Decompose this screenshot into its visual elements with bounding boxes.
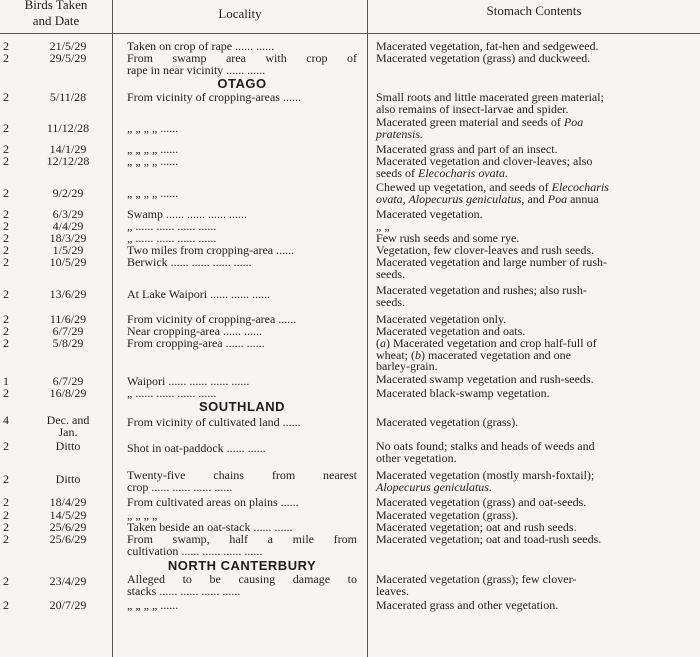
locality-line: cultivation ...... ...... ...... ...... <box>127 543 263 558</box>
table-row <box>0 574 700 600</box>
date-taken <box>24 188 112 200</box>
stomach-line: Vegetation, few clover-leaves and rush seeds. <box>376 243 595 257</box>
locality-line: From swamp area with crop of <box>127 51 357 65</box>
stomach-line: also remains of insect-larvae and spider. <box>376 101 569 116</box>
table-row <box>0 144 700 156</box>
header-locality: Locality <box>218 6 262 21</box>
date-line: 6/3/29 <box>52 207 84 221</box>
stomach-line: Macerated vegetation; oat and toad-rush seeds. <box>376 532 602 546</box>
locality-line: From swamp, half a mile from <box>127 532 357 546</box>
birds-count: 2 <box>3 574 9 588</box>
date-line: 11/12/28 <box>46 121 90 135</box>
locality-cell <box>127 417 357 429</box>
birds-count: 4 <box>3 413 9 427</box>
table-row <box>0 415 700 441</box>
birds-count: 2 <box>3 495 9 509</box>
stomach-contents-cell <box>376 92 692 115</box>
stomach-contents-cell <box>376 441 692 464</box>
locality-line: Taken beside an oat-stack ...... ...... <box>127 520 293 534</box>
stomach-line: Macerated vegetation, fat-hen and sedgeweed. <box>376 39 599 53</box>
table-row <box>0 470 700 497</box>
date-line: 20/7/29 <box>49 598 87 612</box>
stomach-line: Few rush seeds and some rye. <box>376 231 520 245</box>
table-body <box>0 41 700 612</box>
date-taken <box>24 289 112 301</box>
locality-line: Alleged to be causing damage to <box>127 572 357 586</box>
stomach-contents-cell <box>376 117 692 140</box>
locality-line: From vicinity of cultivated land ...... <box>127 415 301 429</box>
locality-line: Berwick ...... ...... ...... ...... <box>127 255 252 269</box>
header-stomach-contents: Stomach Contents <box>486 3 582 18</box>
locality-line: „ ...... ...... ...... ...... <box>127 219 217 233</box>
stomach-contents-cell <box>376 53 692 65</box>
table-row <box>0 374 700 388</box>
date-line: 5/8/29 <box>52 336 84 350</box>
stomach-line: Macerated green material and seeds of Poa <box>376 115 584 129</box>
table-row <box>0 534 700 560</box>
header-birds-date <box>2 0 110 29</box>
stomach-line: Macerated vegetation (grass) and oat-seeds. <box>376 495 587 509</box>
table-row <box>0 92 700 117</box>
birds-count: 2 <box>3 386 9 400</box>
locality-line: Near cropping-area ...... ...... <box>127 324 262 338</box>
date-taken <box>24 53 112 65</box>
stomach-line: Chewed up vegetation, and seeds of Elecocharis <box>376 180 609 194</box>
date-line: 16/8/29 <box>49 386 87 400</box>
date-taken <box>24 441 112 453</box>
birds-count: 2 <box>3 243 9 257</box>
locality-cell <box>127 388 357 400</box>
birds-count: 2 <box>3 324 9 338</box>
table-row <box>0 314 700 326</box>
date-taken <box>24 338 112 350</box>
birds-count: 2 <box>3 520 9 534</box>
stomach-line: seeds. <box>376 266 405 281</box>
stomach-line: seeds of Elecocharis ovata. <box>376 165 508 180</box>
table-row <box>0 233 700 245</box>
stomach-contents-cell <box>376 374 692 386</box>
stomach-line: Small roots and little macerated green material; <box>376 90 604 104</box>
stomach-contents-cell <box>376 285 692 308</box>
birds-count: 2 <box>3 312 9 326</box>
locality-cell <box>127 53 357 76</box>
birds-count: 2 <box>3 90 9 104</box>
date-line: 14/1/29 <box>49 142 87 156</box>
date-line: 6/7/29 <box>52 374 84 388</box>
stomach-line: ovata, Alopecurus geniculatus, and Poa annua <box>376 191 599 206</box>
birds-count: 2 <box>3 142 9 156</box>
birds-count: 2 <box>3 154 9 168</box>
birds-count: 2 <box>3 508 9 522</box>
date-line: 9/2/29 <box>52 186 84 200</box>
locality-line: „ ...... ...... ...... ...... <box>127 231 217 245</box>
stomach-line: barley-grain. <box>376 359 438 374</box>
date-taken <box>24 497 112 509</box>
table-row <box>0 53 700 78</box>
stomach-line: „ „ <box>376 219 390 233</box>
date-line: 18/3/29 <box>49 231 87 245</box>
stomach-line: Macerated grass and other vegetation. <box>376 598 559 612</box>
stomach-line: other vegetation. <box>376 450 457 465</box>
birds-count: 2 <box>3 255 9 269</box>
locality-cell <box>127 497 357 509</box>
locality-line: stacks ...... ...... ...... ...... <box>127 583 241 598</box>
stomach-line: No oats found; stalks and heads of weeds and <box>376 439 595 453</box>
stomach-contents-cell <box>376 156 692 179</box>
table-row <box>0 497 700 510</box>
locality-line: „ „ „ „ ...... <box>127 154 179 168</box>
header-birds-line2: and Date <box>32 13 80 28</box>
birds-count: 2 <box>3 336 9 350</box>
locality-line: From vicinity of cropping-area ...... <box>127 312 297 326</box>
locality-line: „ ...... ...... ...... ...... <box>127 386 217 400</box>
stomach-contents-cell <box>376 600 692 612</box>
stomach-line: seeds. <box>376 294 405 309</box>
locality-line: „ „ „ „ ...... <box>127 121 179 135</box>
stomach-line: leaves. <box>376 583 409 598</box>
locality-line: rape in near vicinity ...... ...... <box>127 62 266 77</box>
locality-line: Taken on crop of rape ...... ...... <box>127 39 275 53</box>
table-row <box>0 156 700 182</box>
table-row <box>0 182 700 209</box>
date-line: 11/6/29 <box>49 312 87 326</box>
date-line: 14/5/29 <box>49 508 87 522</box>
header-rule <box>0 33 700 34</box>
stomach-line: Macerated black-swamp vegetation. <box>376 386 550 400</box>
table-row <box>0 221 700 233</box>
locality-line: Two miles from cropping-area ...... <box>127 243 295 257</box>
table-row <box>0 117 700 144</box>
date-line: 25/6/29 <box>49 520 87 534</box>
locality-cell <box>127 257 357 269</box>
locality-line: At Lake Waipori ...... ...... ...... <box>127 287 271 301</box>
locality-line: „ „ „ „ ...... <box>127 186 179 200</box>
date-taken <box>24 123 112 135</box>
date-line: 5/11/28 <box>49 90 87 104</box>
date-line: 18/4/29 <box>49 495 87 509</box>
birds-count: 2 <box>3 598 9 612</box>
date-line: 10/5/29 <box>49 255 87 269</box>
locality-cell <box>127 289 357 301</box>
date-line: 25/6/29 <box>49 532 87 546</box>
locality-line: „ „ „ „ ...... <box>127 598 179 612</box>
table-row <box>0 257 700 285</box>
birds-count: 2 <box>3 439 9 453</box>
stomach-contents-cell <box>376 497 692 509</box>
locality-cell <box>127 92 357 104</box>
locality-cell <box>127 600 357 612</box>
stomach-contents-cell <box>376 182 692 205</box>
locality-line: Shot in oat-paddock ...... ...... <box>127 441 266 455</box>
date-line: 13/6/29 <box>49 287 87 301</box>
stomach-line: Macerated vegetation (mostly marsh-foxtail); <box>376 468 595 482</box>
locality-line: crop ...... ...... ...... ...... <box>127 479 233 494</box>
locality-cell <box>127 470 357 493</box>
date-line: 6/7/29 <box>52 324 84 338</box>
stomach-contents-cell <box>376 534 692 546</box>
stomach-line: Macerated vegetation (grass); few clover- <box>376 572 577 586</box>
date-line: Ditto <box>55 439 81 453</box>
birds-count: 2 <box>3 287 9 301</box>
table-row <box>0 388 700 401</box>
birds-count: 2 <box>3 207 9 221</box>
birds-count: 1 <box>3 374 9 388</box>
table-row <box>0 285 700 314</box>
stomach-contents-cell <box>376 417 692 429</box>
stomach-line: Macerated vegetation and clover-leaves; also <box>376 154 593 168</box>
date-taken <box>24 534 112 546</box>
date-line: 21/5/29 <box>49 39 87 53</box>
header-birds-line1: Birds Taken <box>24 0 88 12</box>
birds-count: 2 <box>3 472 9 486</box>
date-taken <box>24 576 112 588</box>
stomach-line: (a) Macerated vegetation and crop half-full of <box>376 336 597 350</box>
birds-count: 2 <box>3 121 9 135</box>
stomach-contents-cell <box>376 388 692 400</box>
stomach-contents-cell <box>376 338 692 373</box>
locality-line: Waipori ...... ...... ...... ...... <box>127 374 250 388</box>
stomach-contents-cell <box>376 257 692 280</box>
date-taken <box>24 92 112 104</box>
section-label: NORTH CANTERBURY <box>167 558 317 573</box>
date-line: 12/12/28 <box>46 154 90 168</box>
stomach-line: Macerated vegetation (grass) and duckweed. <box>376 51 591 65</box>
birds-count: 2 <box>3 231 9 245</box>
birds-count: 2 <box>3 219 9 233</box>
stomach-line: Macerated vegetation only. <box>376 312 507 326</box>
table-row <box>0 600 700 612</box>
date-taken <box>24 156 112 168</box>
stomach-contents-cell <box>376 209 692 221</box>
table-row <box>0 338 700 374</box>
section-heading <box>0 401 700 415</box>
section-label: SOUTHLAND <box>198 399 286 414</box>
stomach-line: Macerated vegetation. <box>376 207 483 221</box>
stomach-line: Macerated grass and part of an insect. <box>376 142 558 156</box>
date-line: 29/5/29 <box>49 51 87 65</box>
date-taken <box>24 474 112 486</box>
date-taken <box>24 257 112 269</box>
stomach-line: Alopecurus geniculatus. <box>376 479 492 494</box>
date-line: Jan. <box>58 424 78 439</box>
table-row <box>0 441 700 470</box>
birds-count: 2 <box>3 186 9 200</box>
locality-line: Swamp ...... ...... ...... ...... <box>127 207 247 221</box>
birds-count: 2 <box>3 532 9 546</box>
locality-line: From vicinity of cropping-areas ...... <box>127 90 301 104</box>
birds-count: 2 <box>3 39 9 53</box>
birds-count: 2 <box>3 51 9 65</box>
section-label: OTAGO <box>217 76 267 91</box>
locality-line: „ „ „ „ <box>127 508 158 522</box>
date-taken <box>24 600 112 612</box>
table-row <box>0 209 700 221</box>
date-line: 1/5/29 <box>52 243 84 257</box>
date-line: 23/4/29 <box>49 574 87 588</box>
locality-line: Twenty-five chains from nearest <box>127 468 357 482</box>
locality-cell <box>127 338 357 350</box>
locality-cell <box>127 574 357 597</box>
stomach-line: Macerated vegetation (grass). <box>376 508 519 522</box>
locality-cell <box>127 188 357 200</box>
stomach-contents-cell <box>376 574 692 597</box>
locality-cell <box>127 156 357 168</box>
locality-cell <box>127 123 357 135</box>
date-line: Ditto <box>55 472 81 486</box>
stomach-line: Macerated vegetation and oats. <box>376 324 526 338</box>
locality-line: From cropping-area ...... ...... <box>127 336 265 350</box>
stomach-line: Macerated vegetation and large number of rush- <box>376 255 608 269</box>
stomach-line: wheat; (b) macerated vegetation and one <box>376 347 571 362</box>
locality-cell <box>127 443 357 455</box>
table-row <box>0 510 700 522</box>
stomach-contents-cell <box>376 470 692 493</box>
stomach-line: Macerated vegetation (grass). <box>376 415 519 429</box>
stomach-line: Macerated vegetation and rushes; also rush- <box>376 283 587 297</box>
date-taken <box>24 415 112 438</box>
locality-cell <box>127 534 357 557</box>
stomach-line: Macerated swamp vegetation and rush-seeds. <box>376 372 594 386</box>
locality-line: From cultivated areas on plains ...... <box>127 495 299 509</box>
stomach-line: Macerated vegetation; oat and rush seeds. <box>376 520 577 534</box>
date-line: Dec. and <box>46 413 90 427</box>
locality-line: „ „ „ „ ...... <box>127 142 179 156</box>
stomach-line: pratensis. <box>376 126 424 141</box>
date-line: 4/4/29 <box>52 219 84 233</box>
date-taken <box>24 388 112 400</box>
